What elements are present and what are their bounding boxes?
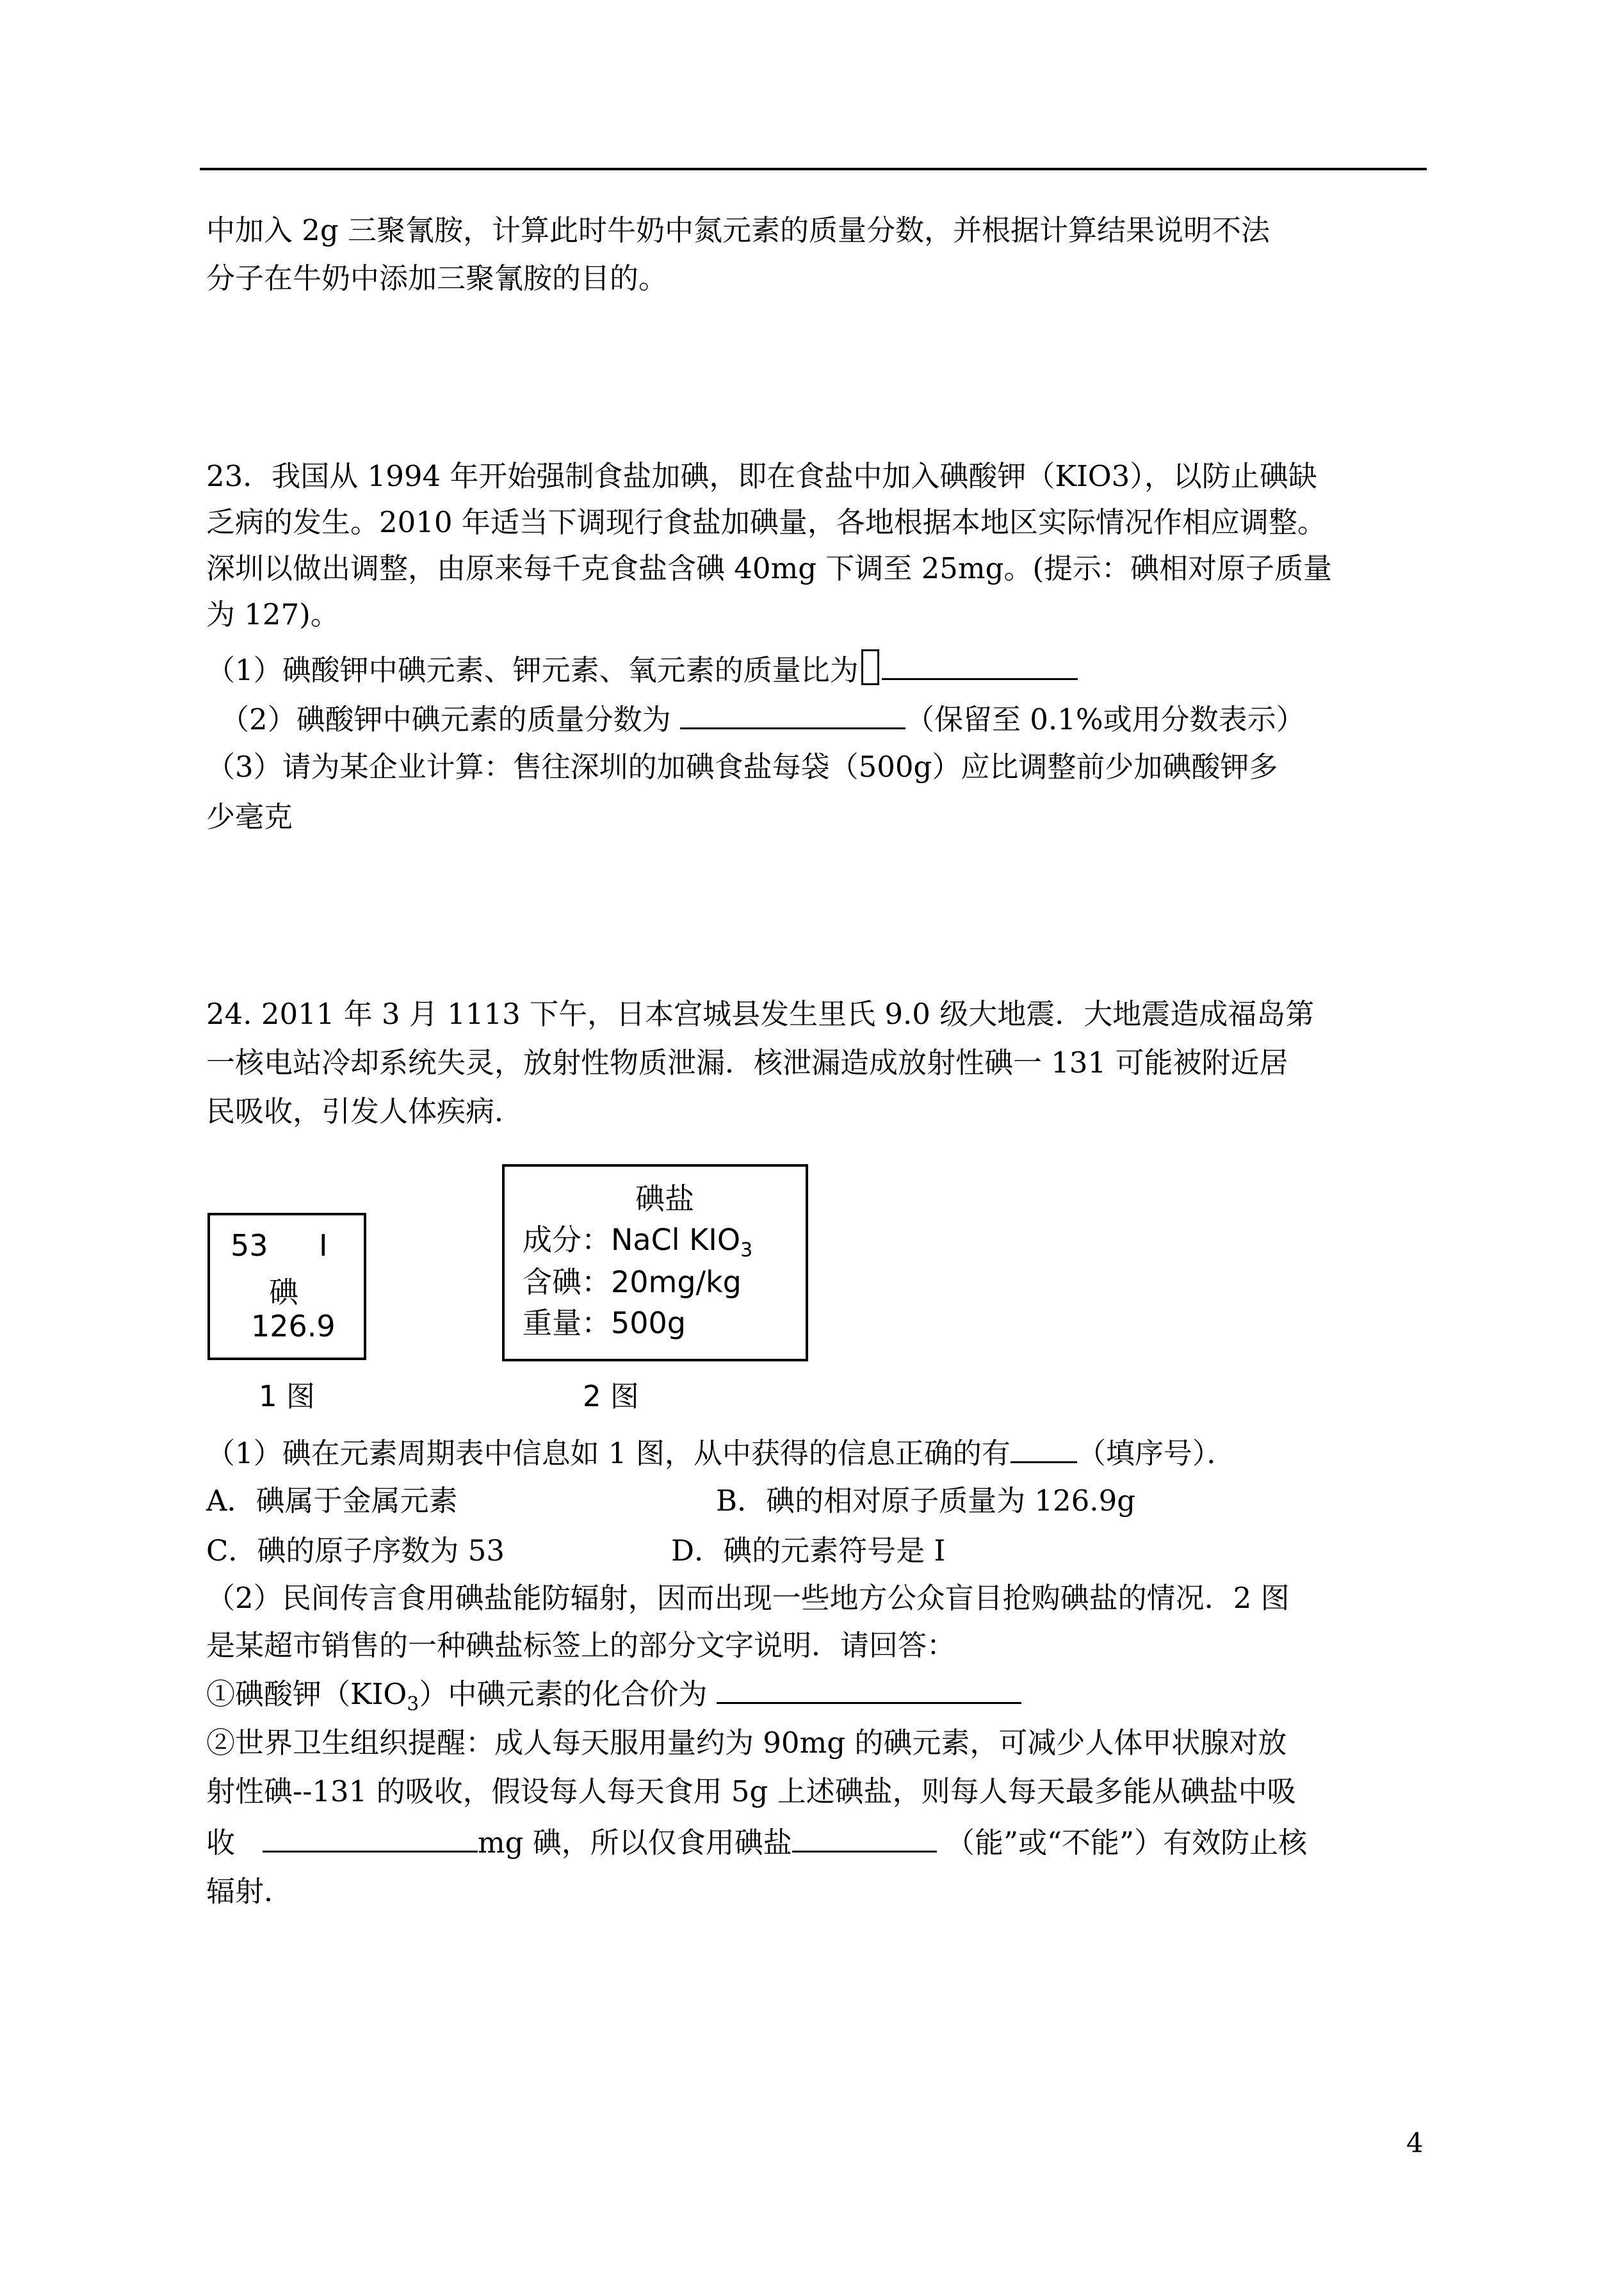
q24-sub2-line-1: （2）民间传言食用碘盐能防辐射，因而出现一些地方公众盲目抢购碘盐的情况．2 图 (206, 1581, 1290, 1615)
q24-option-b: B．碘的相对原子质量为 126.9g (716, 1484, 1136, 1518)
q23-line-3: 深圳以做出调整，由原来每千克食盐含碘 40mg 下调至 25mg。(提示：碘相对原子质量 (206, 551, 1332, 585)
figure-1-caption: 1 图 (259, 1379, 315, 1413)
q24-c2-blank-2 (792, 1822, 937, 1853)
element-symbol: I (319, 1228, 328, 1263)
q24-c2-blank-1 (263, 1822, 478, 1853)
q24-c2-line-4: 辐射． (206, 1874, 293, 1908)
q24-c1-subscript: 3 (407, 1693, 419, 1715)
ingredients-value: NaCl KIO (611, 1222, 741, 1257)
q24-c2-line-3-b: mg 碘，所以仅食用碘盐 (477, 1826, 792, 1860)
q23-sub3-line-1: （3）请为某企业计算：售往深圳的加碘食盐每袋（500g）应比调整前少加碘酸钾多 (206, 750, 1278, 784)
figure-2-caption: 2 图 (583, 1379, 639, 1413)
q24-sub1 (206, 1433, 1235, 1473)
atomic-mass: 126.9 (251, 1309, 336, 1343)
q24-line-1: 24. 2011 年 3 月 1113 下午，日本宫城县发生里氏 9.0 级大地震．大地震造成福岛第 (206, 997, 1315, 1031)
q23-line-1: 23．我国从 1994 年开始强制食盐加碘，即在食盐中加入碘酸钾（KIO3），以防止碘缺 (206, 459, 1317, 493)
q24-c2-line-3-a: 收 (206, 1826, 236, 1860)
q24-line-2: 一核电站冷却系统失灵，放射性物质泄漏．核泄漏造成放射性碘一 131 可能被附近居 (206, 1046, 1288, 1080)
q24-c2-line-2: 射性碘--131 的吸收，假设每人每天食用 5g 上述碘盐，则每人每天最多能从碘盐中吸 (206, 1774, 1296, 1808)
q23-sub1-text: （1）碘酸钾中碘元素、钾元素、氧元素的质量比为 (206, 653, 859, 687)
q24-c1-text-b: ）中碘元素的化合价为 (419, 1677, 708, 1711)
q22-line-2: 分子在牛奶中添加三聚氰胺的目的。 (206, 261, 668, 295)
q24-c1 (206, 1674, 1021, 1724)
q23-sub2-text: （2）碘酸钾中碘元素的质量分数为 (220, 702, 671, 736)
q24-line-3: 民吸收，引发人体疾病． (206, 1094, 524, 1128)
q24-sub1-blank (1011, 1433, 1077, 1463)
header-rule (200, 168, 1427, 170)
q24-c1-blank (717, 1674, 1021, 1704)
q23-sub1 (206, 649, 1078, 690)
atomic-number: 53 (231, 1228, 268, 1263)
q23-sub2 (220, 699, 1305, 739)
q24-option-c: C．碘的原子序数为 53 (206, 1534, 505, 1568)
page-number: 4 (1406, 2127, 1424, 2159)
q24-option-d: D．碘的元素符号是 I (671, 1534, 946, 1568)
q24-option-a: A．碘属于金属元素 (206, 1484, 458, 1518)
ingredients-label: 成分： (523, 1222, 611, 1257)
q23-line-2: 乏病的发生。2010 年适当下调现行食盐加碘量，各地根据本地区实际情况作相应调整。 (206, 505, 1326, 539)
ingredients-subscript: 3 (740, 1239, 753, 1262)
q24-sub2-line-2: 是某超市销售的一种碘盐标签上的部分文字说明．请回答： (206, 1628, 956, 1662)
figure-1-element-cell (207, 1213, 366, 1360)
label-weight: 重量：500g (523, 1306, 686, 1340)
q24-c2-line-3-c: （能”或“不能”）有效防止核 (946, 1826, 1308, 1860)
q24-c1-text-a: ①碘酸钾（KIO (206, 1677, 407, 1711)
label-ingredients (523, 1217, 752, 1261)
q24-c2-line-1: ②世界卫生组织提醒：成人每天服用量约为 90mg 的碘元素，可减少人体甲状腺对放 (206, 1726, 1287, 1760)
label-iodine: 含碘：20mg/kg (523, 1265, 742, 1299)
q23-sub3-line-2: 少毫克 (206, 800, 293, 834)
answer-box (861, 649, 879, 685)
figure-2-salt-label (502, 1164, 808, 1361)
element-name: 碘 (269, 1275, 298, 1310)
q23-sub2-note: （保留至 0.1%或用分数表示） (905, 702, 1305, 736)
label-title: 碘盐 (635, 1181, 694, 1216)
q22-line-1: 中加入 2g 三聚氰胺，计算此时牛奶中氮元素的质量分数，并根据计算结果说明不法 (206, 213, 1271, 247)
q24-sub1-tail: （填序号）． (1076, 1436, 1236, 1470)
q24-c2-line-3 (206, 1822, 1307, 1862)
q23-sub1-blank (882, 650, 1078, 680)
q23-sub2-blank (680, 699, 905, 729)
q24-sub1-text: （1）碘在元素周期表中信息如 1 图，从中获得的信息正确的有 (206, 1436, 1011, 1470)
q23-line-4: 为 127)。 (206, 597, 339, 631)
